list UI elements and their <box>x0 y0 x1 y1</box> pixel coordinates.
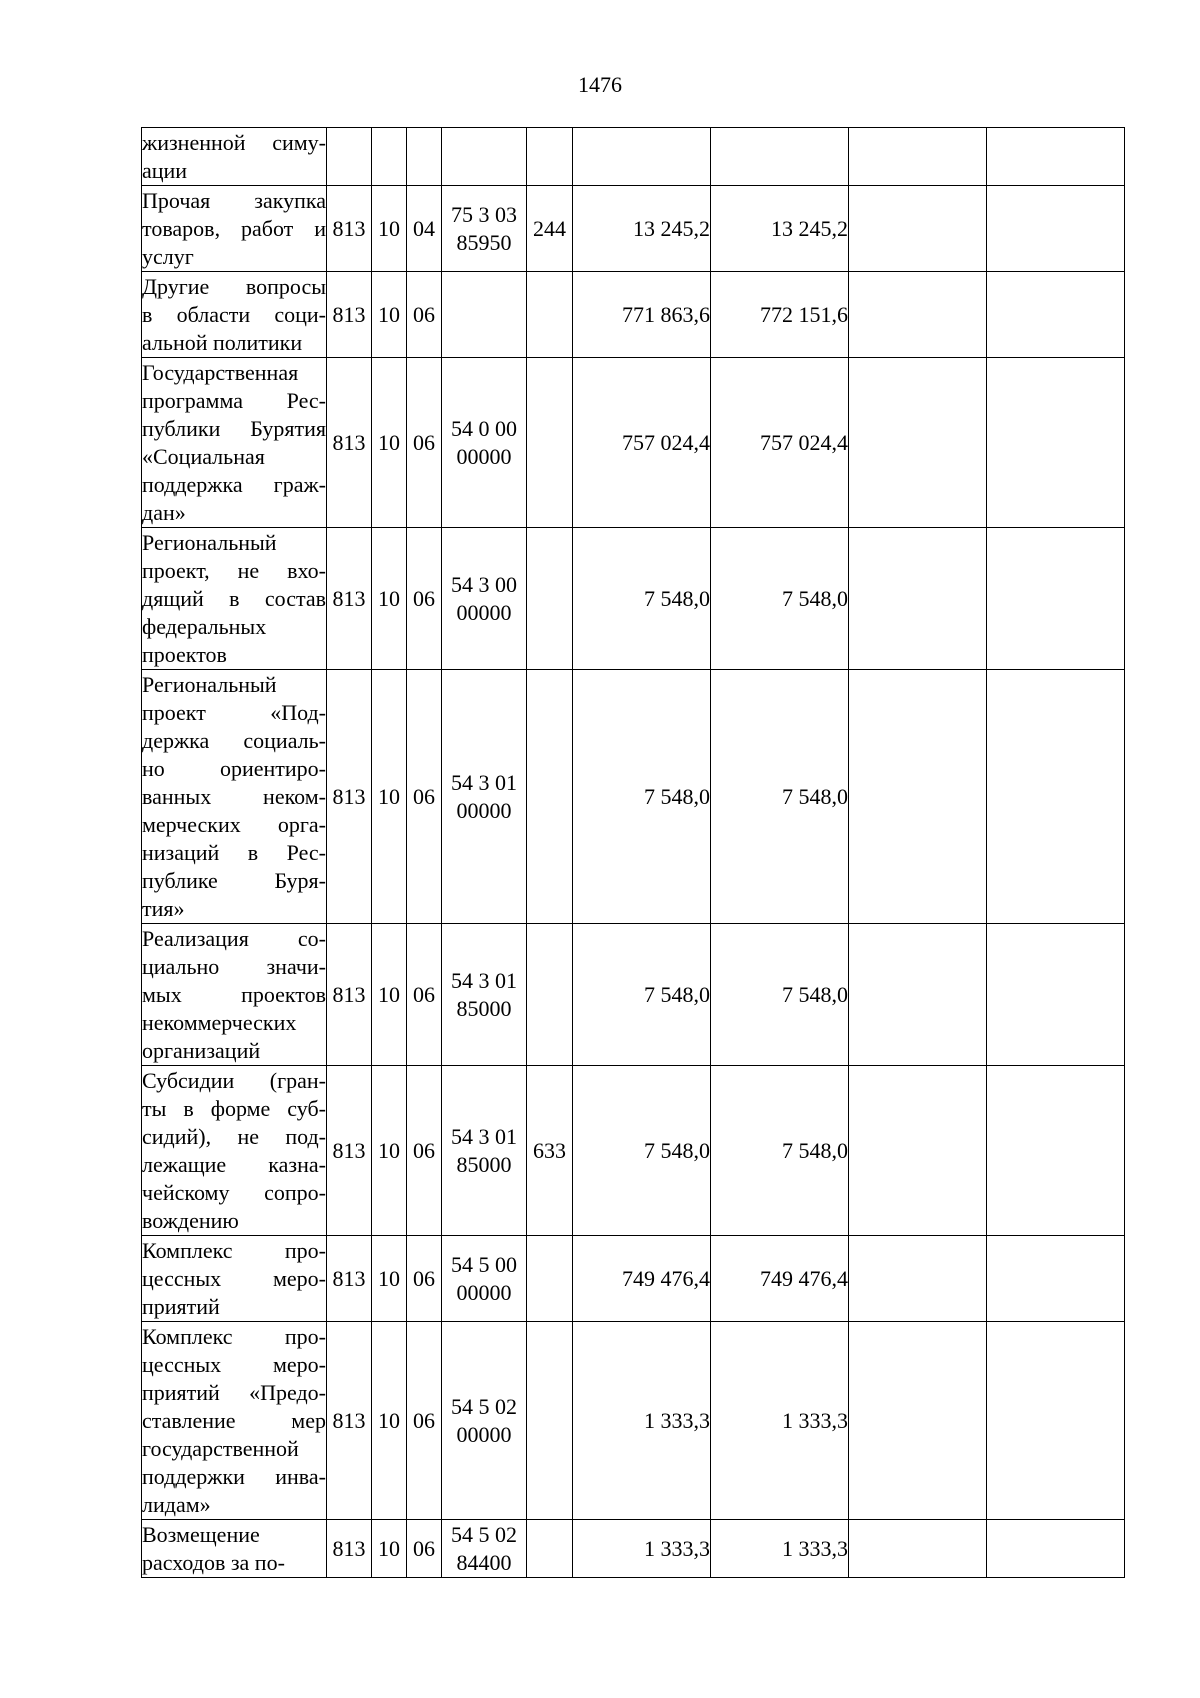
extra-cell <box>987 1322 1125 1520</box>
target-article-line: 00000 <box>456 1279 512 1305</box>
target-article-cell <box>442 128 527 186</box>
amount-cell-2: 7 548,0 <box>711 1066 849 1236</box>
section-cell: 10 <box>372 1322 407 1520</box>
target-article-line: 85950 <box>456 229 512 255</box>
gov-code-cell: 813 <box>327 1066 372 1236</box>
gov-code-cell: 813 <box>327 1236 372 1322</box>
row-name-line: альной политики <box>142 329 303 355</box>
section-cell <box>372 128 407 186</box>
row-name-line: мых проектов <box>142 981 326 1007</box>
target-article-cell <box>442 924 527 1066</box>
row-name-line: организаций <box>142 1037 261 1063</box>
expense-type-cell <box>527 128 573 186</box>
amount-cell-3 <box>849 924 987 1066</box>
row-name-line: ванных неком- <box>142 783 326 809</box>
row-name-line: Возмещение <box>142 1521 260 1547</box>
row-name-line: публики Бурятия <box>142 415 326 441</box>
target-article-cell <box>442 1066 527 1236</box>
table-row <box>142 272 1125 358</box>
row-name-line: программа Рес- <box>142 387 326 413</box>
row-name-line: поддержка граж- <box>142 471 326 497</box>
amount-cell-1: 7 548,0 <box>573 1066 711 1236</box>
gov-code-cell: 813 <box>327 186 372 272</box>
expense-type-cell <box>527 1322 573 1520</box>
extra-cell <box>987 924 1125 1066</box>
amount-cell-2: 7 548,0 <box>711 924 849 1066</box>
extra-cell <box>987 1236 1125 1322</box>
row-name-line: лежащие казна- <box>142 1151 326 1177</box>
amount-cell-3 <box>849 358 987 528</box>
table-row <box>142 1236 1125 1322</box>
target-article-cell <box>442 670 527 924</box>
row-name-line: проект, не вхо- <box>142 557 326 583</box>
row-name-cell <box>142 186 327 272</box>
expense-type-cell: 633 <box>527 1066 573 1236</box>
target-article-line: 54 5 02 <box>451 1393 517 1419</box>
amount-cell-3 <box>849 670 987 924</box>
target-article-cell <box>442 186 527 272</box>
row-name-line: лидам» <box>142 1491 211 1517</box>
row-name-line: тия» <box>142 895 185 921</box>
table-row <box>142 528 1125 670</box>
row-name-cell <box>142 358 327 528</box>
amount-cell-1: 7 548,0 <box>573 528 711 670</box>
amount-cell-3 <box>849 1066 987 1236</box>
expense-type-cell <box>527 670 573 924</box>
table-row <box>142 924 1125 1066</box>
expense-type-cell <box>527 528 573 670</box>
row-name-cell <box>142 1236 327 1322</box>
expense-type-cell <box>527 358 573 528</box>
row-name-line: проект «Под- <box>142 699 326 725</box>
table-row <box>142 128 1125 186</box>
row-name-line: дан» <box>142 499 186 525</box>
target-article-cell <box>442 528 527 670</box>
amount-cell-3 <box>849 1236 987 1322</box>
extra-cell <box>987 272 1125 358</box>
row-name-cell <box>142 128 327 186</box>
extra-cell <box>987 358 1125 528</box>
target-article-cell <box>442 1322 527 1520</box>
amount-cell-1: 13 245,2 <box>573 186 711 272</box>
target-article-line: 54 3 00 <box>451 571 517 597</box>
amount-cell-2: 1 333,3 <box>711 1322 849 1520</box>
target-article-line: 54 0 00 <box>451 415 517 441</box>
amount-cell-1: 771 863,6 <box>573 272 711 358</box>
target-article-line: 00000 <box>456 443 512 469</box>
subsection-cell: 06 <box>407 1066 442 1236</box>
gov-code-cell: 813 <box>327 358 372 528</box>
expense-type-cell <box>527 1520 573 1578</box>
target-article-line: 54 3 01 <box>451 769 517 795</box>
subsection-cell: 06 <box>407 528 442 670</box>
row-name-line: ты в форме суб- <box>142 1095 326 1121</box>
row-name-line: жизненной симу- <box>142 129 326 155</box>
row-name-line: низаций в Рес- <box>142 839 326 865</box>
amount-cell-1: 757 024,4 <box>573 358 711 528</box>
row-name-line: но ориентиро- <box>142 755 326 781</box>
target-article-cell <box>442 358 527 528</box>
extra-cell <box>987 1520 1125 1578</box>
row-name-line: ставление мер <box>142 1407 326 1433</box>
row-name-line: дящий в состав <box>142 585 326 611</box>
section-cell: 10 <box>372 1066 407 1236</box>
amount-cell-2: 7 548,0 <box>711 528 849 670</box>
row-name-line: приятий <box>142 1293 220 1319</box>
section-cell: 10 <box>372 1236 407 1322</box>
row-name-line: Субсидии (гран- <box>142 1067 326 1093</box>
subsection-cell: 06 <box>407 1520 442 1578</box>
table-row <box>142 1520 1125 1578</box>
table-row <box>142 186 1125 272</box>
row-name-line: цессных меро- <box>142 1351 326 1377</box>
row-name-line: ации <box>142 157 188 183</box>
row-name-line: услуг <box>142 243 194 269</box>
amount-cell-1: 7 548,0 <box>573 924 711 1066</box>
amount-cell-3 <box>849 128 987 186</box>
amount-cell-1: 749 476,4 <box>573 1236 711 1322</box>
row-name-cell <box>142 1322 327 1520</box>
section-cell: 10 <box>372 1520 407 1578</box>
gov-code-cell: 813 <box>327 670 372 924</box>
amount-cell-1: 1 333,3 <box>573 1322 711 1520</box>
gov-code-cell: 813 <box>327 528 372 670</box>
budget-table <box>141 127 1125 1578</box>
row-name-line: приятий «Предо- <box>142 1379 326 1405</box>
target-article-cell <box>442 272 527 358</box>
subsection-cell: 06 <box>407 272 442 358</box>
row-name-line: чейскому сопро- <box>142 1179 326 1205</box>
row-name-line: циально значи- <box>142 953 326 979</box>
amount-cell-1 <box>573 128 711 186</box>
target-article-line: 00000 <box>456 1421 512 1447</box>
row-name-line: Комплекс про- <box>142 1237 326 1263</box>
row-name-line: товаров, работ и <box>142 215 326 241</box>
extra-cell <box>987 670 1125 924</box>
amount-cell-3 <box>849 272 987 358</box>
subsection-cell: 06 <box>407 670 442 924</box>
amount-cell-2: 7 548,0 <box>711 670 849 924</box>
row-name-line: федеральных <box>142 613 267 639</box>
row-name-line: Комплекс про- <box>142 1323 326 1349</box>
row-name-line: мерческих орга- <box>142 811 326 837</box>
target-article-line: 54 3 01 <box>451 967 517 993</box>
amount-cell-2: 757 024,4 <box>711 358 849 528</box>
expense-type-cell <box>527 924 573 1066</box>
row-name-line: Другие вопросы <box>142 273 326 299</box>
row-name-line: проектов <box>142 641 227 667</box>
row-name-line: некоммерческих <box>142 1009 297 1035</box>
page-number: 1476 <box>578 72 622 97</box>
row-name-line: вождению <box>142 1207 239 1233</box>
row-name-line: государственной <box>142 1435 299 1461</box>
target-article-cell <box>442 1236 527 1322</box>
amount-cell-1: 1 333,3 <box>573 1520 711 1578</box>
table-row <box>142 670 1125 924</box>
table-row <box>142 1066 1125 1236</box>
row-name-line: сидий), не под- <box>142 1123 326 1149</box>
subsection-cell: 06 <box>407 924 442 1066</box>
target-article-line: 84400 <box>456 1549 512 1575</box>
amount-cell-1: 7 548,0 <box>573 670 711 924</box>
row-name-cell <box>142 1066 327 1236</box>
target-article-line: 54 5 00 <box>451 1251 517 1277</box>
table-row <box>142 358 1125 528</box>
expense-type-cell <box>527 1236 573 1322</box>
table-body <box>142 128 1125 1578</box>
section-cell: 10 <box>372 186 407 272</box>
row-name-cell <box>142 924 327 1066</box>
row-name-line: Реализация со- <box>142 925 326 951</box>
table-row <box>142 1322 1125 1520</box>
subsection-cell: 06 <box>407 1322 442 1520</box>
amount-cell-2: 13 245,2 <box>711 186 849 272</box>
extra-cell <box>987 1066 1125 1236</box>
expense-type-cell: 244 <box>527 186 573 272</box>
row-name-line: держка социаль- <box>142 727 326 753</box>
section-cell: 10 <box>372 358 407 528</box>
expense-type-cell <box>527 272 573 358</box>
row-name-line: публике Буря- <box>142 867 326 893</box>
subsection-cell: 06 <box>407 358 442 528</box>
gov-code-cell <box>327 128 372 186</box>
row-name-line: Прочая закупка <box>142 187 326 213</box>
amount-cell-3 <box>849 1322 987 1520</box>
target-article-line: 00000 <box>456 599 512 625</box>
amount-cell-2: 749 476,4 <box>711 1236 849 1322</box>
target-article-line: 85000 <box>456 1151 512 1177</box>
row-name-line: цессных меро- <box>142 1265 326 1291</box>
row-name-line: Региональный <box>142 671 277 697</box>
subsection-cell <box>407 128 442 186</box>
section-cell: 10 <box>372 272 407 358</box>
row-name-line: Региональный <box>142 529 277 555</box>
gov-code-cell: 813 <box>327 1520 372 1578</box>
gov-code-cell: 813 <box>327 272 372 358</box>
extra-cell <box>987 186 1125 272</box>
row-name-cell <box>142 1520 327 1578</box>
row-name-line: расходов за по- <box>142 1549 285 1575</box>
target-article-line: 85000 <box>456 995 512 1021</box>
extra-cell <box>987 528 1125 670</box>
row-name-line: Государственная <box>142 359 299 385</box>
row-name-cell <box>142 528 327 670</box>
amount-cell-3 <box>849 186 987 272</box>
target-article-line: 54 5 02 <box>451 1521 517 1547</box>
amount-cell-2: 772 151,6 <box>711 272 849 358</box>
subsection-cell: 06 <box>407 1236 442 1322</box>
target-article-cell <box>442 1520 527 1578</box>
section-cell: 10 <box>372 528 407 670</box>
row-name-line: поддержки инва- <box>142 1463 326 1489</box>
section-cell: 10 <box>372 924 407 1066</box>
extra-cell <box>987 128 1125 186</box>
gov-code-cell: 813 <box>327 924 372 1066</box>
row-name-cell <box>142 670 327 924</box>
amount-cell-2 <box>711 128 849 186</box>
section-cell: 10 <box>372 670 407 924</box>
target-article-line: 75 3 03 <box>451 201 517 227</box>
gov-code-cell: 813 <box>327 1322 372 1520</box>
target-article-line: 00000 <box>456 797 512 823</box>
amount-cell-2: 1 333,3 <box>711 1520 849 1578</box>
amount-cell-3 <box>849 528 987 670</box>
target-article-line: 54 3 01 <box>451 1123 517 1149</box>
row-name-line: «Социальная <box>142 443 265 469</box>
amount-cell-3 <box>849 1520 987 1578</box>
row-name-line: в области соци- <box>142 301 326 327</box>
subsection-cell: 04 <box>407 186 442 272</box>
row-name-cell <box>142 272 327 358</box>
